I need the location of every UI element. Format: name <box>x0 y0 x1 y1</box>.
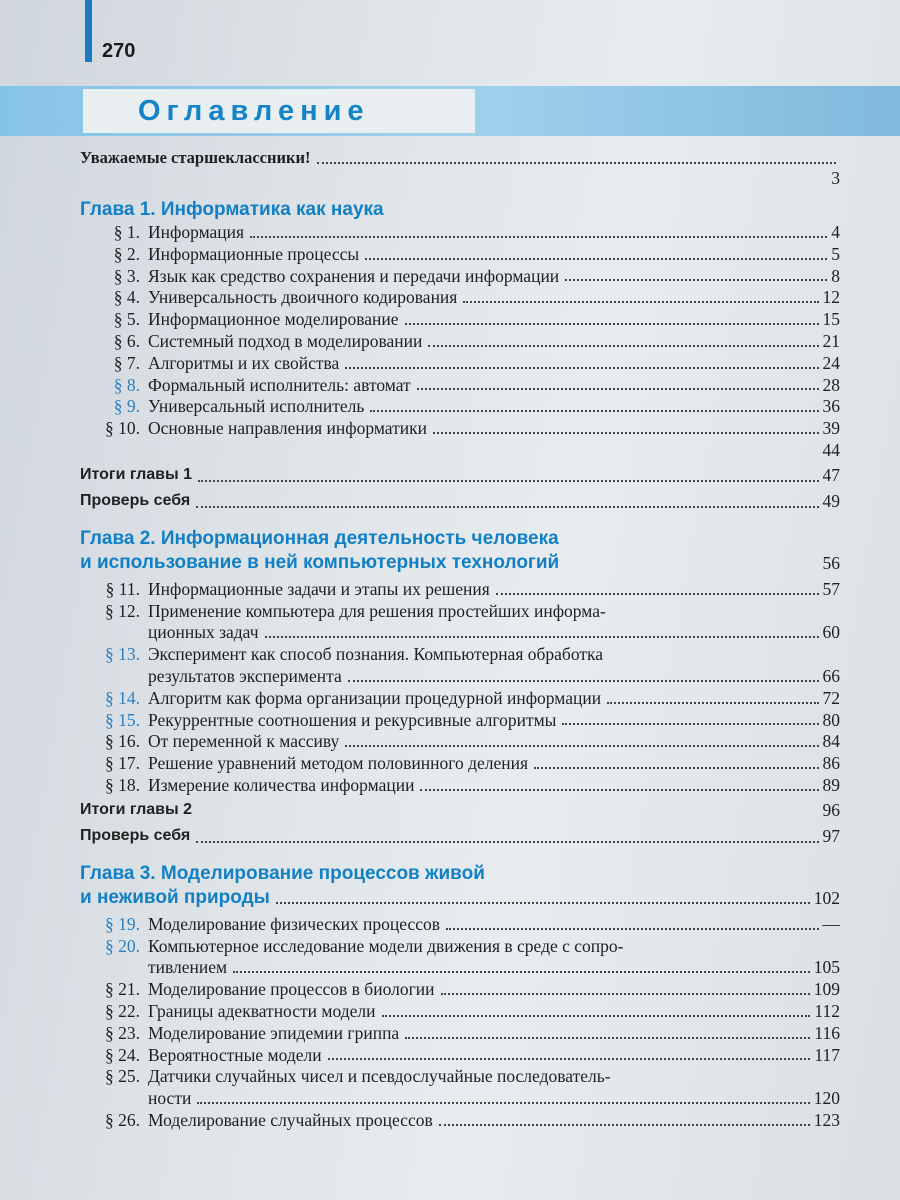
toc-section[interactable] <box>80 266 840 288</box>
section-title: Универсальный исполнитель <box>148 396 365 417</box>
section-number: § 23. <box>105 1022 140 1043</box>
summary-page: 47 <box>822 464 840 485</box>
toc-section[interactable] <box>80 1023 840 1045</box>
toc-section[interactable] <box>80 396 840 418</box>
dot-leader <box>196 506 818 508</box>
section-page: 57 <box>822 578 840 599</box>
toc-section[interactable] <box>80 579 840 601</box>
section-title: Алгоритмы и их свойства <box>148 352 340 373</box>
section-number: § 11. <box>105 578 140 599</box>
section-title: Применение компьютера для решения простейших информа- <box>148 600 606 621</box>
toc-section[interactable] <box>80 375 840 397</box>
section-title: Рекуррентные соотношения и рекурсивные алгоритмы <box>148 709 557 730</box>
section-title: Вероятностные модели <box>148 1044 322 1065</box>
dot-leader <box>496 593 819 595</box>
section-page: 109 <box>813 979 840 1000</box>
toc-section[interactable] <box>80 309 840 331</box>
section-page: — <box>822 913 840 934</box>
summary-label: Итоги главы 2 <box>80 800 193 818</box>
dot-leader <box>250 236 827 238</box>
toc-section[interactable] <box>80 710 840 732</box>
dot-leader <box>370 410 818 412</box>
chapter-page: 56 <box>822 552 840 573</box>
toc-section[interactable] <box>80 1066 840 1110</box>
section-title: Датчики случайных чисел и псевдослучайные последователь- <box>148 1066 611 1087</box>
chapter-2-check[interactable] <box>80 823 840 849</box>
section-title-cont: тивлением <box>148 957 228 978</box>
dot-leader <box>405 1037 810 1039</box>
section-number: § 22. <box>105 1000 140 1021</box>
section-page: 21 <box>822 330 840 351</box>
section-title: Информационные задачи и этапы их решения <box>148 578 490 599</box>
section-number: § 10. <box>105 418 140 439</box>
section-title: Универсальность двоичного кодирования <box>148 287 458 308</box>
chapter-title: Глава 1. Информатика как наука <box>80 199 384 220</box>
section-number: § 8. <box>113 374 140 395</box>
section-page: 60 <box>822 622 840 643</box>
section-title: Моделирование процессов в биологии <box>148 979 435 1000</box>
section-number: § 13. <box>105 644 140 665</box>
section-page: 36 <box>822 396 840 417</box>
chapter-title: Глава 2. Информационная деятельность человека <box>80 527 559 549</box>
section-title: Эксперимент как способ познания. Компьютерная обработка <box>148 644 603 665</box>
check-page: 49 <box>822 490 840 511</box>
toc-section[interactable] <box>80 688 840 710</box>
section-number: § 17. <box>105 753 140 774</box>
section-number: § 12. <box>105 600 140 621</box>
chapter-page: 102 <box>813 887 840 908</box>
section-number: § 9. <box>113 396 140 417</box>
dot-leader <box>562 723 818 725</box>
toc-section[interactable] <box>80 287 840 309</box>
section-number: § 15. <box>105 709 140 730</box>
section-page: 123 <box>813 1109 840 1130</box>
section-number: § 3. <box>113 265 140 286</box>
dot-leader <box>348 680 819 682</box>
chapter-2-heading[interactable] <box>80 527 840 575</box>
section-number: § 2. <box>113 243 140 264</box>
section-number: § 21. <box>105 979 140 1000</box>
check-page: 97 <box>822 825 840 846</box>
section-page: 8 <box>831 265 840 286</box>
toc-section[interactable] <box>80 601 840 645</box>
section-page: 39 <box>822 418 840 439</box>
section-number: § 16. <box>105 731 140 752</box>
section-page: 4 <box>831 222 840 242</box>
dot-leader <box>196 841 818 843</box>
page-number: 270 <box>102 40 136 62</box>
page-edge-bar <box>85 0 92 62</box>
section-page: 5 <box>831 243 840 264</box>
section-title: Решение уравнений методом половинного деления <box>148 753 529 774</box>
check-label: Проверь себя <box>80 491 191 509</box>
chapter-3-heading[interactable] <box>80 862 840 910</box>
chapter-title-cont: и неживой природы <box>80 886 270 908</box>
dot-leader <box>198 480 818 482</box>
toc-section[interactable] <box>80 979 840 1001</box>
section-title: Информационное моделирование <box>148 309 399 330</box>
section-number: § 7. <box>113 352 140 373</box>
dot-leader <box>328 1058 811 1060</box>
section-title-cont: ности <box>148 1088 192 1109</box>
check-label: Проверь себя <box>80 826 191 844</box>
dot-leader <box>417 388 819 390</box>
dot-leader <box>607 702 818 704</box>
toc-section[interactable] <box>80 1045 840 1067</box>
title-box <box>83 89 475 133</box>
section-title-cont: результатов эксперимента <box>148 665 342 686</box>
dot-leader <box>420 789 818 791</box>
dot-leader <box>405 323 819 325</box>
toc-title: Оглавление <box>138 94 370 127</box>
section-page: 44 <box>822 439 840 460</box>
section-title: Информационные процессы <box>148 243 360 264</box>
chapter-1-check[interactable] <box>80 488 840 514</box>
section-title: Измерение количества информации <box>148 774 415 795</box>
section-title: Моделирование случайных процессов <box>148 1109 433 1130</box>
section-title: Основные направления информатики <box>148 418 427 439</box>
section-number: § 18. <box>105 774 140 795</box>
section-page: 105 <box>813 957 840 978</box>
dot-leader <box>446 928 818 930</box>
dot-leader <box>276 902 810 904</box>
toc-section[interactable] <box>80 331 840 353</box>
dot-leader <box>534 767 818 769</box>
toc-section[interactable] <box>80 644 840 688</box>
section-number: § 26. <box>105 1109 140 1130</box>
section-page: 72 <box>822 687 840 708</box>
section-page: 84 <box>822 731 840 752</box>
entry-page: 3 <box>831 168 840 188</box>
chapter-2-summary[interactable] <box>80 797 840 823</box>
chapter-1-heading[interactable] <box>80 198 840 222</box>
toc-section[interactable] <box>80 353 840 375</box>
dot-leader <box>565 279 827 281</box>
table-of-contents <box>80 146 840 1132</box>
section-number: § 24. <box>105 1044 140 1065</box>
section-number: § 19. <box>105 913 140 934</box>
section-page: 66 <box>822 665 840 686</box>
summary-label: Итоги главы 1 <box>80 465 193 483</box>
section-page: 117 <box>814 1044 840 1065</box>
section-page: 86 <box>822 753 840 774</box>
section-title: Моделирование эпидемии гриппа <box>148 1022 400 1043</box>
section-number: § 4. <box>113 287 140 308</box>
toc-section[interactable] <box>80 222 840 244</box>
toc-section[interactable] <box>80 914 840 936</box>
section-title: Формальный исполнитель: автомат <box>148 374 411 395</box>
section-number: § 1. <box>113 222 140 242</box>
section-number: § 14. <box>105 687 140 708</box>
dot-leader <box>463 301 818 303</box>
section-page: 15 <box>822 309 840 330</box>
section-title: Границы адекватности модели <box>148 1000 376 1021</box>
entry-label: Уважаемые старшеклассники! <box>80 148 311 167</box>
section-number: § 20. <box>105 935 140 956</box>
section-page: 24 <box>822 352 840 373</box>
dot-leader <box>197 1102 809 1104</box>
section-page: 112 <box>814 1000 840 1021</box>
dot-leader <box>365 258 827 260</box>
section-page: 89 <box>822 774 840 795</box>
toc-section[interactable] <box>80 1110 840 1132</box>
section-number: § 5. <box>113 309 140 330</box>
dot-leader <box>439 1124 810 1126</box>
section-page: 12 <box>822 287 840 308</box>
section-title: Системный подход в моделировании <box>148 330 423 351</box>
section-number: § 6. <box>113 330 140 351</box>
dot-leader <box>382 1015 811 1017</box>
dot-leader <box>265 636 819 638</box>
dot-leader <box>345 745 818 747</box>
toc-section[interactable] <box>80 1001 840 1023</box>
toc-section[interactable] <box>80 244 840 266</box>
section-page: 116 <box>814 1022 840 1043</box>
summary-page: 96 <box>822 799 840 820</box>
dot-leader <box>317 162 836 164</box>
section-page: 28 <box>822 374 840 395</box>
toc-section[interactable] <box>80 753 840 775</box>
toc-section[interactable] <box>80 936 840 980</box>
section-page: 120 <box>813 1088 840 1109</box>
section-title: Информация <box>148 222 245 242</box>
chapter-1-summary[interactable] <box>80 462 840 488</box>
section-title: Язык как средство сохранения и передачи информации <box>148 265 560 286</box>
dot-leader <box>433 432 819 434</box>
chapter-title-cont: и использование в ней компьютерных технологий <box>80 551 560 573</box>
section-title: Алгоритм как форма организации процедурной информации <box>148 687 602 708</box>
section-number: § 25. <box>105 1066 140 1087</box>
toc-section[interactable] <box>80 418 840 440</box>
toc-section[interactable] <box>80 731 840 753</box>
toc-entry-intro[interactable] <box>80 146 840 190</box>
dot-leader <box>441 993 810 995</box>
chapter-title: Глава 3. Моделирование процессов живой <box>80 862 485 884</box>
dot-leader <box>233 971 810 973</box>
toc-section[interactable] <box>80 775 840 797</box>
section-title: Компьютерное исследование модели движения в среде с сопро- <box>148 935 624 956</box>
dot-leader <box>428 345 818 347</box>
section-title: Моделирование физических процессов <box>148 913 441 934</box>
section-page: 80 <box>822 709 840 730</box>
section-title-cont: ционных задач <box>148 622 259 643</box>
dot-leader <box>345 367 818 369</box>
section-title: От переменной к массиву <box>148 731 340 752</box>
